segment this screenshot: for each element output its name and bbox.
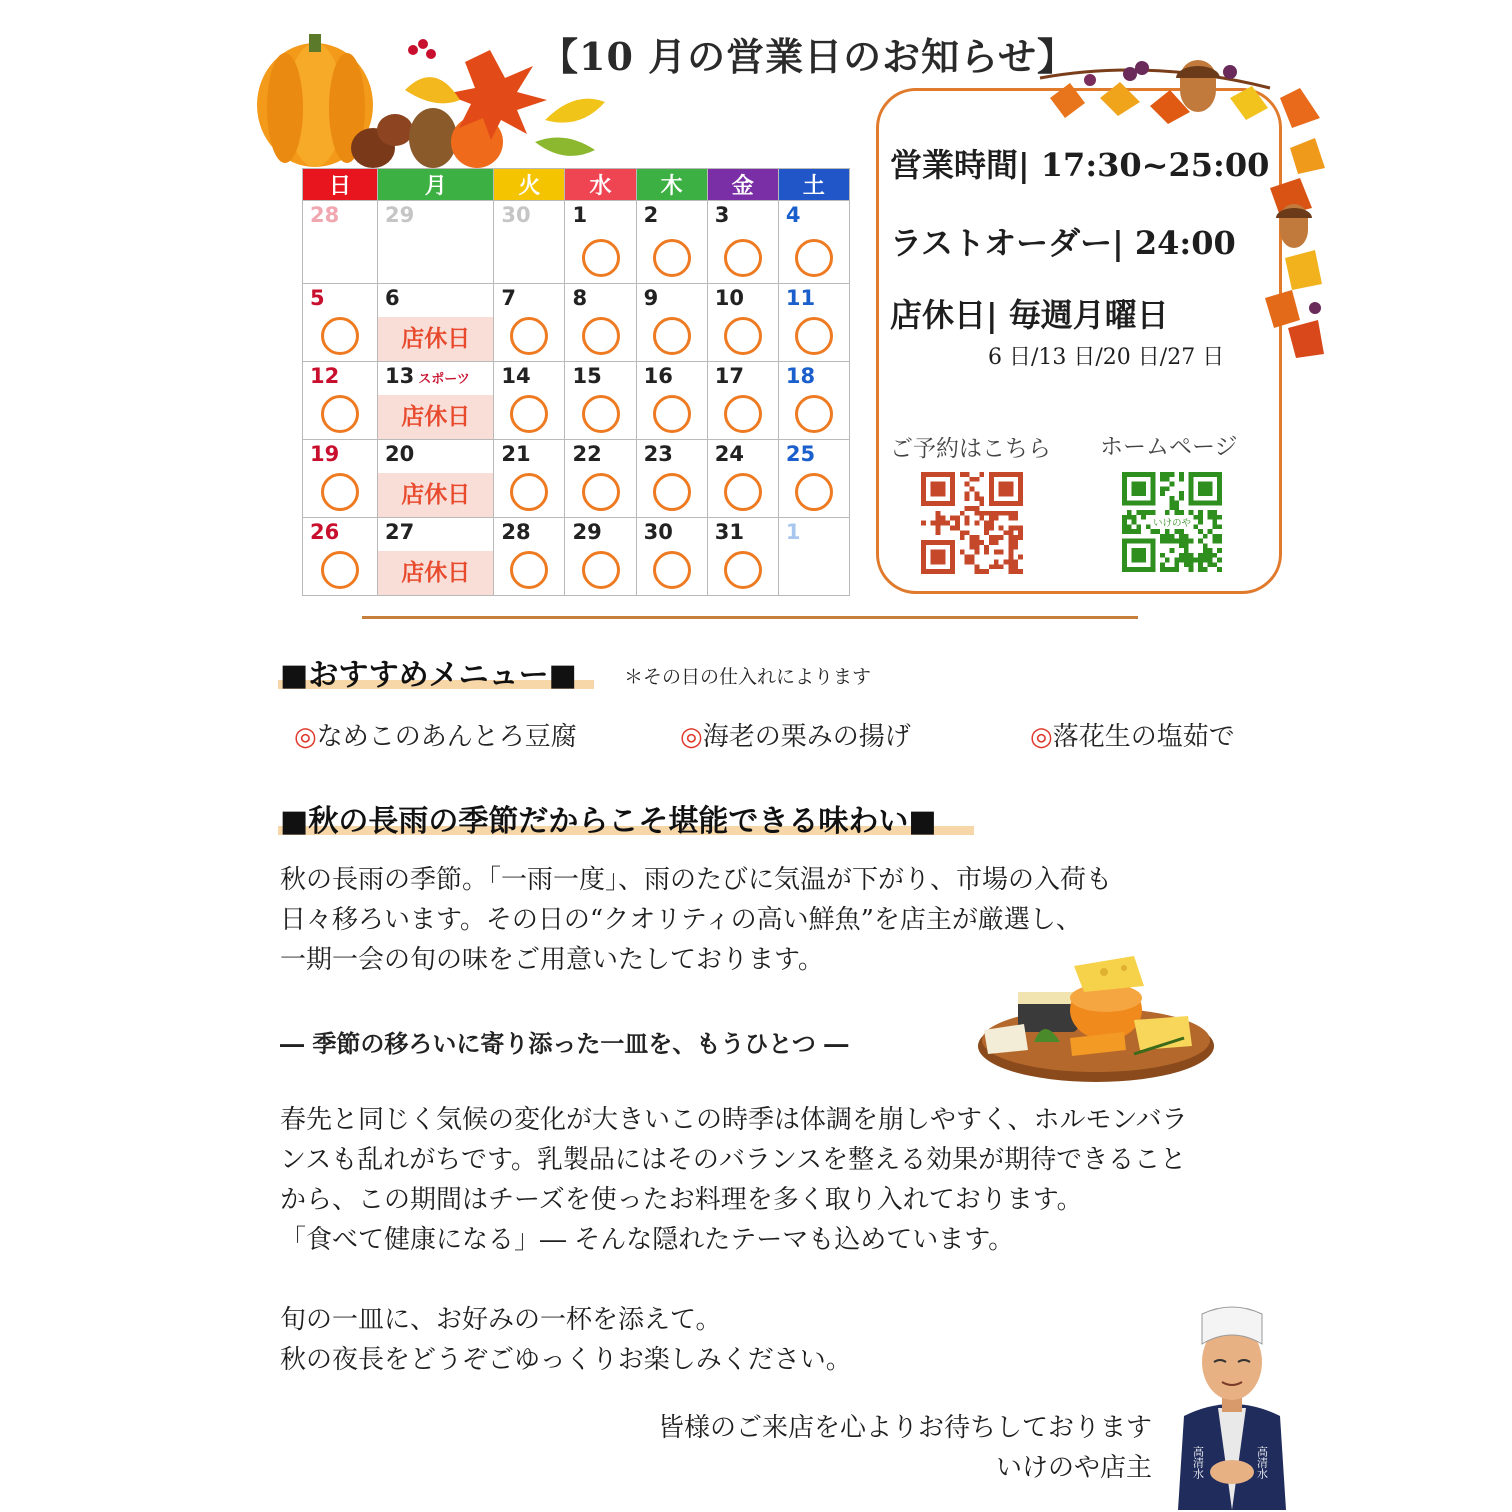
day-number: 12 xyxy=(310,364,340,388)
open-day-circle-icon xyxy=(582,317,620,355)
day-number: 26 xyxy=(310,520,340,544)
calendar-day-cell xyxy=(636,201,707,284)
cheese-plate-illustration xyxy=(974,946,1218,1086)
day-number: 5 xyxy=(310,286,325,310)
calendar-day-cell xyxy=(494,362,565,440)
day-number: 21 xyxy=(501,442,531,466)
calendar-day-cell xyxy=(778,518,849,596)
calendar-day-cell xyxy=(707,284,778,362)
calendar-week-row xyxy=(303,518,850,596)
open-day-circle-icon xyxy=(653,239,691,277)
calendar-day-cell xyxy=(378,518,494,596)
day-number: 28 xyxy=(501,520,531,544)
open-day-circle-icon xyxy=(724,551,762,589)
maple-leaf-icon xyxy=(445,50,547,140)
calendar-day-cell xyxy=(565,440,636,518)
calendar-day-cell xyxy=(303,362,378,440)
autumn-paragraph-2: 春先と同じく気候の変化が大きいこの時季は体調を崩しやすく、ホルモンバラ ンスも乱れがちです。乳製品にはそのバランスを整える効果が期待できること から、この期間はチーズを使ったお料理を多く取り入れております。 「食べて健康になる」― そんな隠れたテーマも込めています。 xyxy=(280,1105,1188,1255)
calendar-day-cell xyxy=(303,284,378,362)
day-number: 2 xyxy=(643,203,659,227)
day-number: 28 xyxy=(310,203,340,227)
menu-item xyxy=(1030,716,1235,753)
calendar-week-row xyxy=(303,284,850,362)
pinecone-icon xyxy=(409,108,457,168)
weekday-header: 火 xyxy=(494,169,565,201)
calendar-day-cell xyxy=(778,440,849,518)
open-day-circle-icon xyxy=(795,395,833,433)
day-number: 3 xyxy=(714,203,730,227)
day-number: 24 xyxy=(714,442,744,466)
day-number: 15 xyxy=(572,364,602,388)
day-number: 29 xyxy=(572,520,602,544)
calendar-week-row xyxy=(303,201,850,284)
page-title: 【10 月の営業日のお知らせ】 xyxy=(540,34,1076,79)
autumn-paragraph-3: 旬の一皿に、お好みの一杯を添えて。 秋の夜長をどうぞごゆっくりお楽しみください。 xyxy=(280,1305,852,1375)
calendar-day-cell xyxy=(778,284,849,362)
holiday-dates: 6 日/13 日/20 日/27 日 xyxy=(988,345,1225,370)
calendar-day-cell xyxy=(303,440,378,518)
day-number: 29 xyxy=(385,203,415,227)
closed-day-label: 店休日 xyxy=(378,551,493,595)
autumn-section-header: ■秋の長雨の季節だからこそ堪能できる味わい■ xyxy=(280,804,937,839)
menu-section-header: ■おすすめメニュー■ xyxy=(280,658,577,693)
calendar-day-cell xyxy=(565,518,636,596)
weekday-header: 月 xyxy=(378,169,494,201)
calendar-day-cell xyxy=(565,201,636,284)
open-day-circle-icon xyxy=(582,395,620,433)
reservation-label: ご予約はこちら xyxy=(890,436,1051,462)
calendar-day-cell xyxy=(707,518,778,596)
calendar-day-cell xyxy=(378,284,494,362)
menu-note: ＊その日の仕入れによります xyxy=(624,666,872,688)
calendar-day-cell xyxy=(636,518,707,596)
double-circle-icon: ◎ xyxy=(1030,722,1053,752)
calendar-day-cell xyxy=(636,284,707,362)
section-divider xyxy=(362,616,1138,619)
calendar-day-cell xyxy=(303,201,378,284)
weekday-header: 金 xyxy=(707,169,778,201)
weekday-header: 土 xyxy=(778,169,849,201)
qr-center-text: いけのや xyxy=(1152,517,1192,529)
calendar-day-cell xyxy=(494,440,565,518)
apron-text-right: 高清水 xyxy=(1255,1446,1269,1479)
chef-illustration xyxy=(1172,1296,1292,1510)
menu-item xyxy=(294,716,577,753)
open-day-circle-icon xyxy=(724,473,762,511)
day-number: 6 xyxy=(385,286,400,310)
open-day-circle-icon xyxy=(724,239,762,277)
day-number: 20 xyxy=(385,442,415,466)
day-number: 30 xyxy=(501,203,531,227)
calendar-day-cell xyxy=(565,284,636,362)
day-number: 19 xyxy=(310,442,340,466)
calendar-day-cell xyxy=(565,362,636,440)
weekday-header: 水 xyxy=(565,169,636,201)
open-day-circle-icon xyxy=(653,473,691,511)
day-number: 30 xyxy=(643,520,673,544)
day-number: 13 スポーツ xyxy=(385,364,470,388)
day-number: 1 xyxy=(785,520,801,544)
apron-text-left: 高清水 xyxy=(1191,1446,1205,1479)
calendar-day-cell xyxy=(494,201,565,284)
calendar-day-cell xyxy=(494,518,565,596)
calendar-day-cell xyxy=(494,284,565,362)
day-number: 18 xyxy=(785,364,816,388)
open-day-circle-icon xyxy=(510,395,548,433)
day-number: 22 xyxy=(572,442,602,466)
homepage-label: ホームページ xyxy=(1100,434,1238,460)
day-number: 1 xyxy=(572,203,588,227)
calendar-day-cell xyxy=(636,440,707,518)
weekday-header: 日 xyxy=(303,169,378,201)
day-number: 8 xyxy=(572,286,588,310)
calendar-day-cell xyxy=(636,362,707,440)
calendar-week-row xyxy=(303,440,850,518)
double-circle-icon: ◎ xyxy=(294,722,317,752)
day-number: 7 xyxy=(501,286,516,310)
calendar-day-cell xyxy=(378,201,494,284)
open-day-circle-icon xyxy=(795,317,833,355)
open-day-circle-icon xyxy=(321,317,359,355)
menu-item-label: なめこのあんとろ豆腐 xyxy=(316,722,577,752)
weekday-header: 木 xyxy=(636,169,707,201)
reservation-qr-code[interactable] xyxy=(918,472,1026,574)
holiday-note: スポーツ xyxy=(418,372,470,387)
autumn-harvest-illustration xyxy=(255,30,615,180)
day-number: 23 xyxy=(643,442,673,466)
regular-holiday: 店休日| 毎週月曜日 xyxy=(890,296,1169,334)
open-day-circle-icon xyxy=(724,395,762,433)
day-number: 17 xyxy=(714,364,744,388)
open-day-circle-icon xyxy=(795,473,833,511)
ginkgo-leaf-icon xyxy=(405,77,460,103)
open-day-circle-icon xyxy=(653,551,691,589)
seasonal-dish-subheading: ― 季節の移ろいに寄り添った一皿を、もうひとつ ― xyxy=(280,1029,849,1058)
menu-item-label: 海老の栗みの揚げ xyxy=(702,722,911,752)
closed-day-label: 店休日 xyxy=(378,317,493,361)
closed-day-label: 店休日 xyxy=(378,473,493,517)
open-day-circle-icon xyxy=(510,317,548,355)
open-day-circle-icon xyxy=(582,473,620,511)
homepage-qr-code[interactable] xyxy=(1118,472,1226,572)
open-day-circle-icon xyxy=(653,395,691,433)
day-number: 25 xyxy=(785,442,816,466)
open-day-circle-icon xyxy=(510,473,548,511)
day-number: 10 xyxy=(714,286,744,310)
calendar-day-cell xyxy=(378,440,494,518)
calendar-day-cell xyxy=(778,201,849,284)
autumn-paragraph-1: 秋の長雨の季節。「一雨一度」、雨のたびに気温が下がり、市場の入荷も 日々移ろいます。その日の“クオリティの高い鮮魚”を店主が厳選し、 一期一会の旬の味をご用意いたしております。 xyxy=(280,865,1113,975)
open-day-circle-icon xyxy=(321,395,359,433)
day-number: 27 xyxy=(385,520,415,544)
day-number: 14 xyxy=(501,364,531,388)
open-day-circle-icon xyxy=(795,239,833,277)
day-number: 11 xyxy=(785,286,816,310)
calendar-day-cell xyxy=(303,518,378,596)
day-number: 4 xyxy=(785,203,801,227)
calendar-day-cell xyxy=(378,362,494,440)
open-day-circle-icon xyxy=(653,317,691,355)
owner-signature: いけのや店主 xyxy=(995,1453,1152,1483)
day-number: 16 xyxy=(643,364,673,388)
calendar-day-cell xyxy=(778,362,849,440)
day-number: 31 xyxy=(714,520,744,544)
open-day-circle-icon xyxy=(582,239,620,277)
autumn-leaves-garland xyxy=(1030,58,1330,378)
open-day-circle-icon xyxy=(510,551,548,589)
business-hours: 営業時間| 17:30~25:00 xyxy=(890,146,1270,184)
closed-day-label: 店休日 xyxy=(378,395,493,439)
calendar-day-cell xyxy=(707,201,778,284)
last-order: ラストオーダー| 24:00 xyxy=(890,224,1236,262)
menu-item xyxy=(680,716,911,753)
open-day-circle-icon xyxy=(321,551,359,589)
menu-item-label: 落花生の塩茹で xyxy=(1052,722,1235,752)
open-day-circle-icon xyxy=(321,473,359,511)
open-day-circle-icon xyxy=(582,551,620,589)
closing-message: 皆様のご来店を心よりお待ちしております xyxy=(657,1413,1152,1443)
october-calendar xyxy=(302,168,850,596)
double-circle-icon: ◎ xyxy=(680,722,703,752)
calendar-week-row xyxy=(303,362,850,440)
day-number: 9 xyxy=(643,286,659,310)
calendar-day-cell xyxy=(707,362,778,440)
calendar-day-cell xyxy=(707,440,778,518)
open-day-circle-icon xyxy=(724,317,762,355)
